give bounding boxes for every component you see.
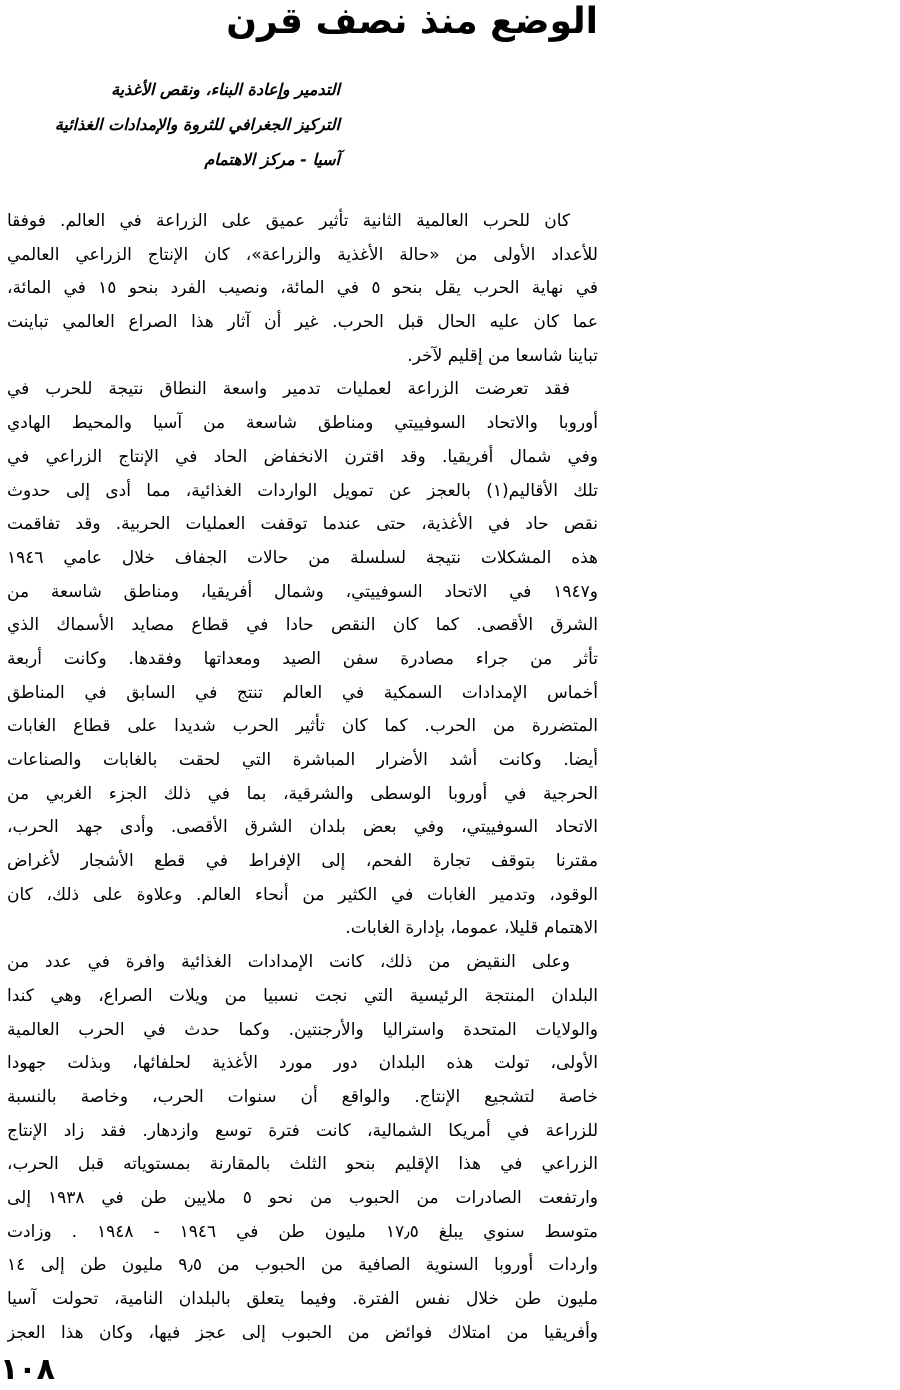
body-line: وارتفعت الصادرات من الحبوب من نحو ٥ ملايين طن في ١٩٣٨ إلى <box>7 1187 598 1208</box>
body-line: أيضا. وكانت أشد الأضرار المباشرة التي لحقت بالغابات والصناعات <box>7 750 598 770</box>
body-line: تلك الأقاليم(١) بالعجز عن تمويل الواردات الغذائية، مما أدى إلى حدوث <box>7 480 598 501</box>
body-line: في نهاية الحرب يقل بنحو ٥ في المائة، ونصيب الفرد بنحو ١٥ في المائة، <box>7 278 598 299</box>
subtitle-line: التركيز الجغرافي للثروة والإمدادات الغذائية <box>54 115 340 134</box>
body-line: مقترنا بتوقف تجارة الفحم، إلى الإفراط في قطع الأشجار لأغراض <box>7 851 598 872</box>
body-line: وعلى النقيض من ذلك، كانت الإمدادات الغذائية وافرة في عدد من <box>7 952 570 973</box>
body-line: البلدان المنتجة الرئيسية التي نجت نسبيا من ويلات الصراع، وهي كندا <box>7 985 598 1006</box>
body-line: و١٩٤٧ في الاتحاد السوفييتي، وشمال أفريقيا، ومناطق شاسعة من <box>7 581 598 602</box>
body-line: أوروبا والاتحاد السوفييتي ومناطق شاسعة من آسيا والمحيط الهادي <box>7 413 598 434</box>
body-line: الشرق الأقصى. كما كان النقص حادا في قطاع مصايد الأسماك الذي <box>7 615 598 636</box>
body-line: كان للحرب العالمية الثانية تأثير عميق على الزراعة في العالم. فوفقا <box>7 211 570 231</box>
body-line: للأعداد الأولى من «حالة الأغذية والزراعة»، كان الإنتاج الزراعي العالمي <box>7 244 598 265</box>
body-line: الحرجية في أوروبا الوسطى والشرقية، بما في ذلك الجزء الغربي من <box>7 783 598 804</box>
body-line: الوقود، وتدمير الغابات في الكثير من أنحاء العالم. وعلاوة على ذلك، كان <box>7 884 598 905</box>
body-line: عما كان عليه الحال قبل الحرب. غير أن آثار هذا الصراع العالمي تباينت <box>7 312 598 333</box>
body-line: هذه المشكلات نتيجة لسلسلة من حالات الجفاف خلال عامي ١٩٤٦ <box>7 547 598 568</box>
body-line: متوسط سنوي يبلغ ١٧٫٥ مليون طن في ١٩٤٦ - ١٩٤٨ . وزادت <box>7 1221 598 1242</box>
body-line: تباينا شاسعا من إقليم لآخر. <box>407 345 598 366</box>
subtitle-line: آسيا - مركز الاهتمام <box>204 150 340 169</box>
body-text <box>7 205 598 1350</box>
subtitle-line: التدمير وإعادة البناء، ونقص الأغذية <box>111 80 340 99</box>
body-line: أخماس الإمدادات السمكية في العالم تنتج في السابق في المناطق <box>7 682 598 703</box>
body-line: وفي شمال أفريقيا. وقد اقترن الانخفاض الحاد في الإنتاج الزراعي في <box>7 446 598 467</box>
section-subtitles <box>55 72 340 177</box>
body-line: فقد تعرضت الزراعة لعمليات تدمير واسعة النطاق نتيجة للحرب في <box>7 379 570 400</box>
body-line: مليون طن خلال نفس الفترة. وفيما يتعلق بالبلدان النامية، تحولت آسيا <box>7 1289 598 1309</box>
body-line: للزراعة في أمريكا الشمالية، كانت فترة توسع وازدهار. فقد زاد الإنتاج <box>7 1120 598 1141</box>
body-line: خاصة لتشجيع الإنتاج. والواقع أن سنوات الحرب، وخاصة بالنسبة <box>7 1086 598 1107</box>
body-line: المتضررة من الحرب. كما كان تأثير الحرب شديدا على قطاع الغابات <box>7 716 598 737</box>
body-line: واردات أوروبا السنوية الصافية من الحبوب من ٩٫٥ مليون طن إلى ١٤ <box>7 1255 598 1276</box>
body-line: تأثر من جراء مصادرة سفن الصيد ومعداتها وفقدها. وكانت أربعة <box>7 648 598 669</box>
body-line: الأولى، تولت هذه البلدان دور مورد الأغذية لحلفائها، وبذلت جهودا <box>7 1053 598 1074</box>
body-line: الاهتمام قليلا، عموما، بإدارة الغابات. <box>345 918 598 939</box>
body-line: الزراعي في هذا الإقليم بنحو الثلث بالمقارنة بمستوياته قبل الحرب، <box>7 1154 598 1175</box>
body-line: والولايات المتحدة واستراليا والأرجنتين. وكما حدث في الحرب العالمية <box>7 1019 598 1040</box>
body-line: وأفريقيا من امتلاك فوائض من الحبوب إلى عجز فيها، وكان هذا العجز <box>7 1322 598 1343</box>
page-number: ١٠٨ <box>0 1352 55 1387</box>
body-line: نقص حاد في الأغذية، حتى عندما توقفت العمليات الحربية. وقد تفاقمت <box>7 514 598 535</box>
body-line: الاتحاد السوفييتي، وفي بعض بلدان الشرق الأقصى. وأدى جهد الحرب، <box>7 817 598 838</box>
page-title: الوضع منذ نصف قرن <box>226 1 598 42</box>
